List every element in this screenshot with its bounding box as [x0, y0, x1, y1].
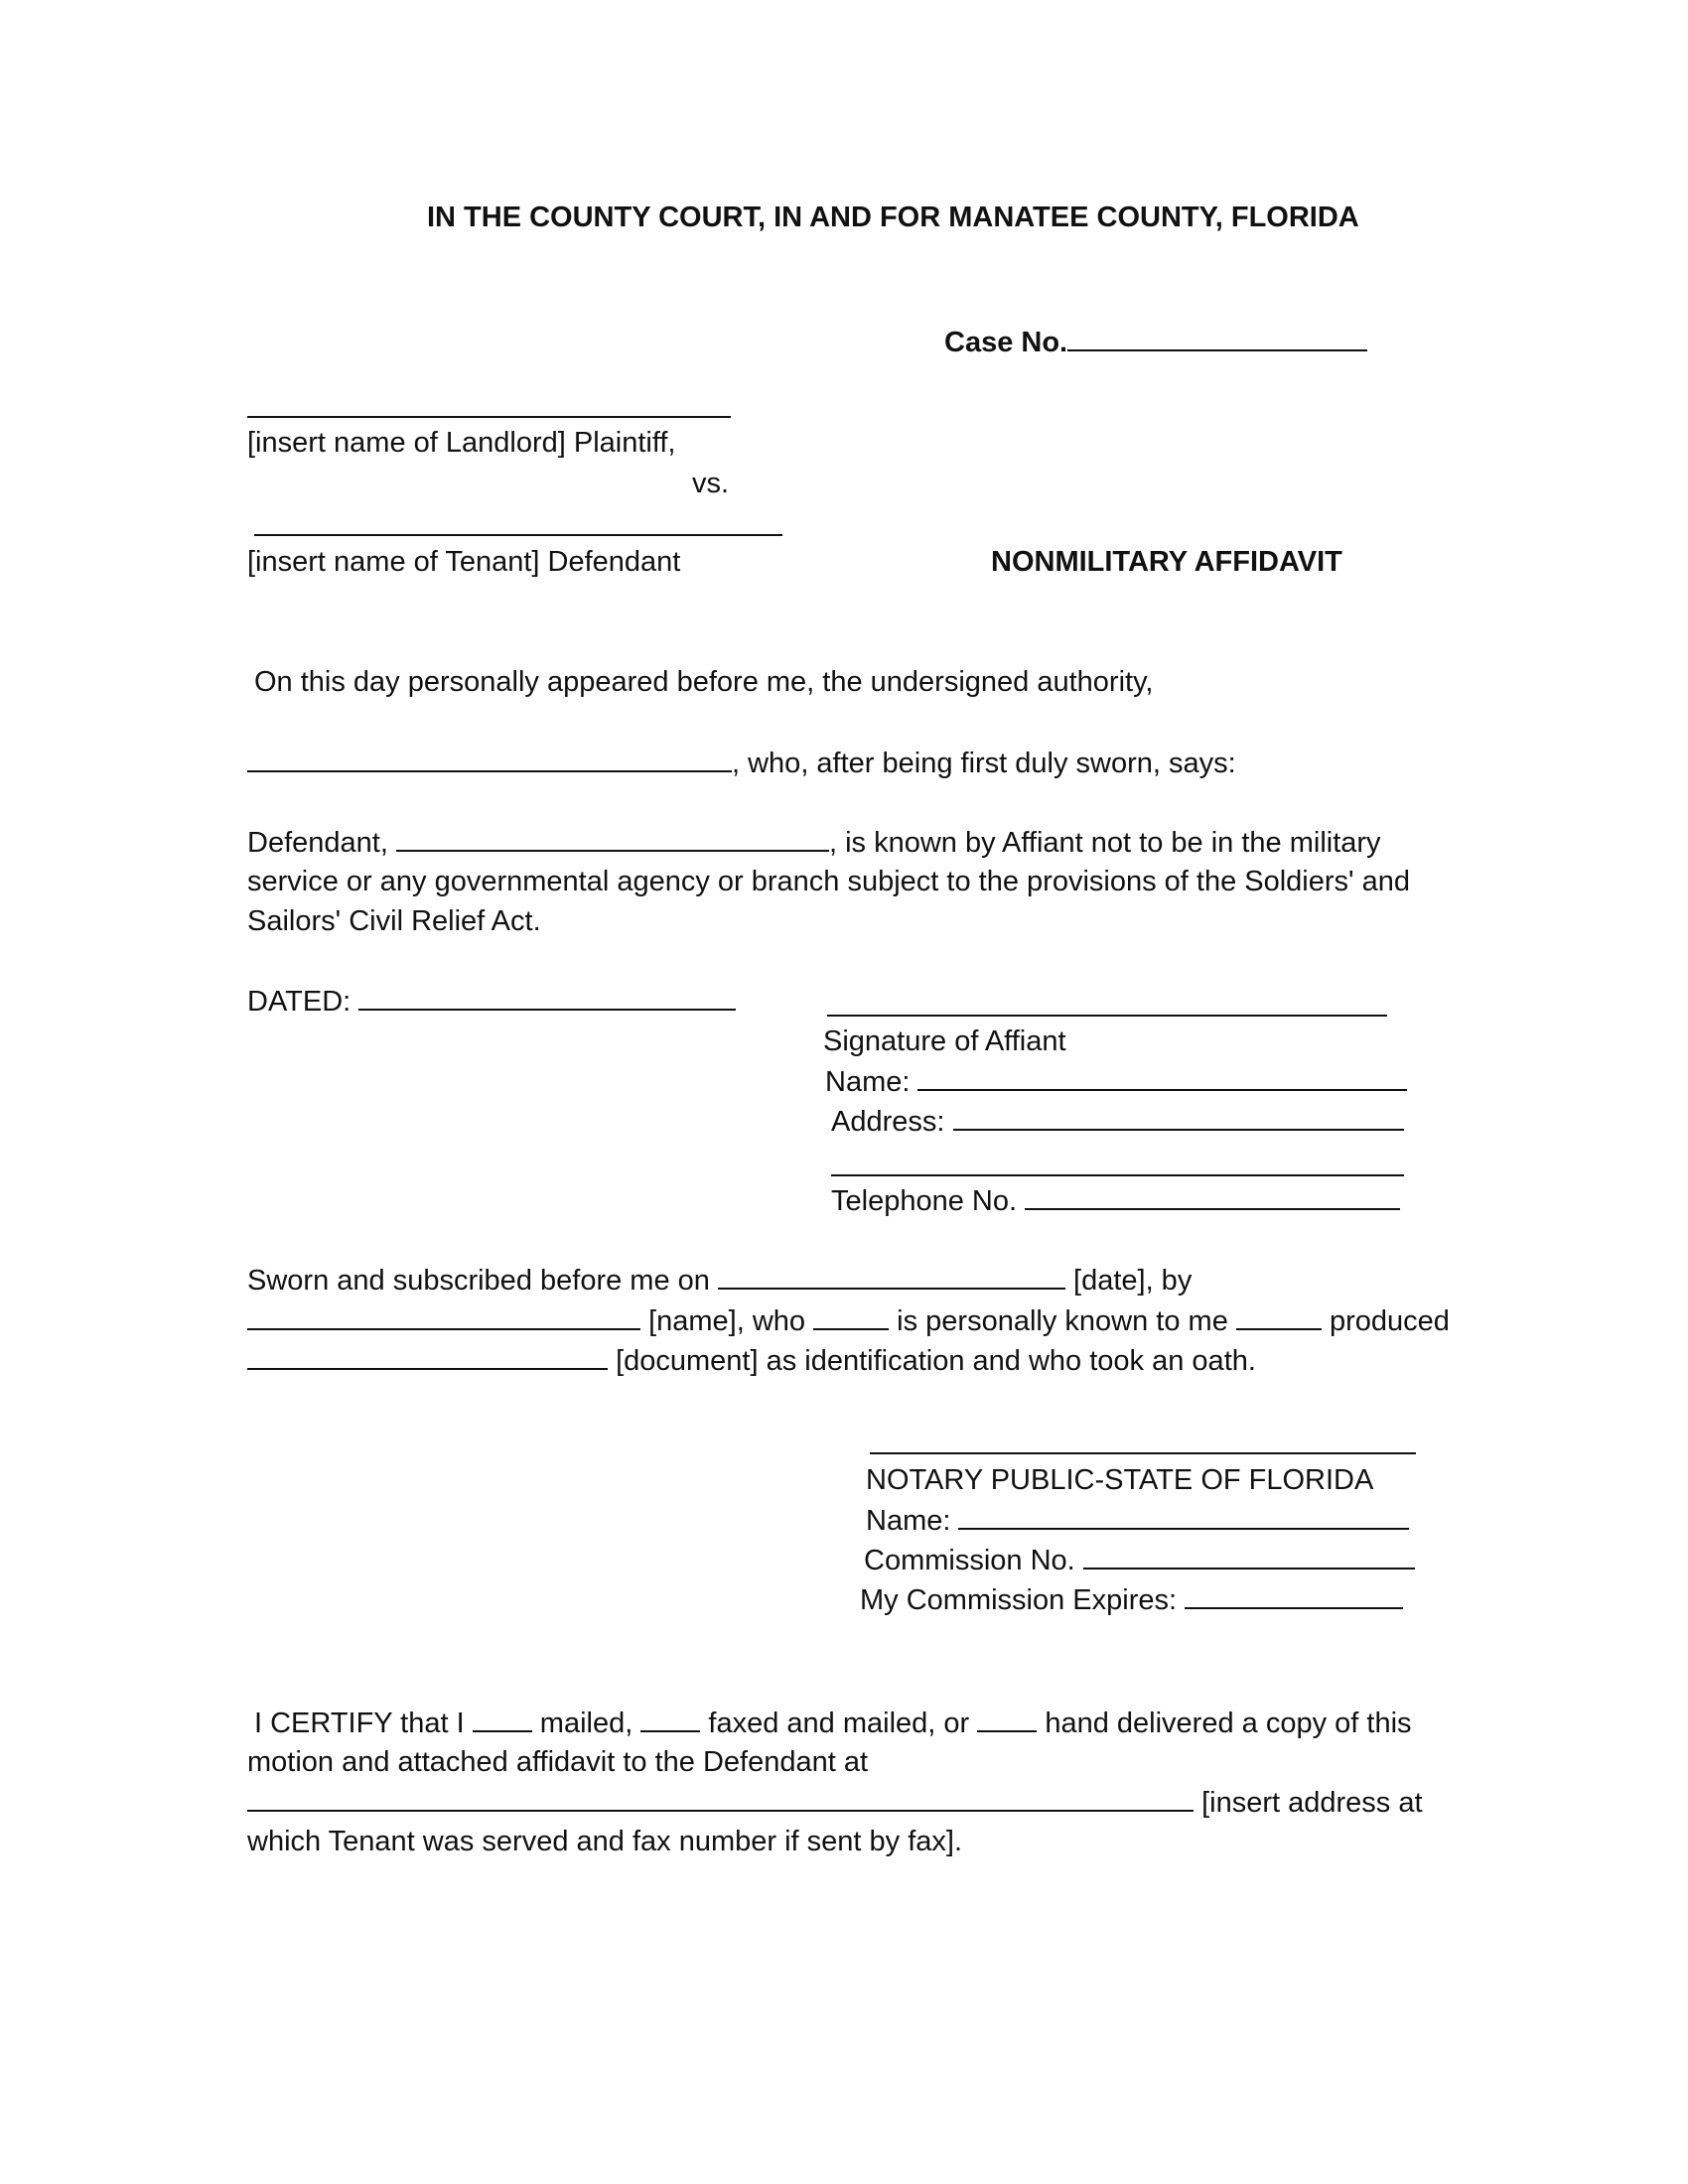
- name-part: [name], who: [648, 1305, 806, 1337]
- defendant-prefix: Defendant,: [247, 827, 388, 859]
- sworn-date-field[interactable]: [718, 1266, 1065, 1290]
- hand-delivered-text: hand delivered a copy of this: [1045, 1707, 1412, 1739]
- affiant-name-field[interactable]: [247, 749, 732, 772]
- affiant-telephone-line: [831, 1186, 1400, 1216]
- appeared-text: On this day personally appeared before me, the undersigned authority,: [254, 666, 1154, 698]
- case-no-label: Case No.: [944, 327, 1068, 358]
- sworn-name-field[interactable]: [247, 1306, 640, 1330]
- notary-name-line: [866, 1506, 1409, 1536]
- mailed-text: mailed,: [539, 1707, 633, 1739]
- dated-label: DATED:: [247, 986, 352, 1018]
- known-part: is personally known to me: [897, 1305, 1228, 1337]
- signature-of-affiant-label: Signature of Affiant: [823, 1025, 1066, 1057]
- case-no-field[interactable]: [1067, 328, 1367, 351]
- notary-name-input[interactable]: [958, 1506, 1409, 1530]
- affiant-name-input[interactable]: [917, 1067, 1407, 1091]
- certificate-line1: [254, 1708, 1412, 1738]
- notary-commission-line: [864, 1546, 1415, 1575]
- certify-prefix: I CERTIFY that I: [254, 1707, 465, 1739]
- affiant-name-label: Name:: [825, 1066, 911, 1098]
- sworn-suffix: , who, after being first duly sworn, says:: [732, 748, 1236, 779]
- defendant-name-field[interactable]: [396, 828, 829, 852]
- plaintiff-name-line[interactable]: [247, 416, 731, 418]
- faxed-check-field[interactable]: [640, 1708, 700, 1732]
- jurat-line1: [247, 1266, 1192, 1296]
- affiant-sworn-line: [247, 749, 1236, 778]
- jurat-line2: [247, 1306, 1450, 1336]
- jurat-line3: [247, 1346, 1256, 1376]
- commission-input[interactable]: [1083, 1546, 1415, 1570]
- defendant-statement-line2: service or any governmental agency or branch subject to the provisions of the Soldiers' and: [247, 866, 1411, 897]
- produced-part: produced: [1329, 1305, 1450, 1337]
- plaintiff-label: [insert name of Landlord] Plaintiff,: [247, 427, 676, 459]
- certificate-line3: [247, 1788, 1423, 1818]
- affiant-address-line: [831, 1107, 1404, 1137]
- court-title: IN THE COUNTY COURT, IN AND FOR MANATEE COUNTY, FLORIDA: [427, 202, 1359, 233]
- affiant-address-line-2[interactable]: [831, 1174, 1404, 1176]
- commission-label: Commission No.: [864, 1545, 1075, 1576]
- notary-signature-line[interactable]: [870, 1452, 1416, 1454]
- defendant-name-line[interactable]: [254, 534, 782, 536]
- date-suffix: [date], by: [1073, 1265, 1193, 1297]
- affiant-signature-line[interactable]: [827, 1015, 1387, 1017]
- document-id-field[interactable]: [247, 1346, 608, 1370]
- produced-check-field[interactable]: [1236, 1306, 1322, 1330]
- hand-delivered-check-field[interactable]: [977, 1708, 1037, 1732]
- address-hint: [insert address at: [1201, 1787, 1423, 1819]
- defendant-label: [insert name of Tenant] Defendant: [247, 546, 681, 578]
- notary-expires-line: [860, 1585, 1403, 1615]
- service-address-field[interactable]: [247, 1788, 1194, 1812]
- affiant-address-label: Address:: [831, 1106, 945, 1138]
- affiant-address-input[interactable]: [953, 1107, 1404, 1131]
- telephone-input[interactable]: [1025, 1186, 1400, 1210]
- notary-name-label: Name:: [866, 1505, 951, 1537]
- telephone-label: Telephone No.: [831, 1185, 1018, 1217]
- certificate-line4: which Tenant was served and fax number if sent by fax].: [247, 1826, 963, 1857]
- notary-title: NOTARY PUBLIC-STATE OF FLORIDA: [866, 1464, 1374, 1496]
- sworn-prefix: Sworn and subscribed before me on: [247, 1265, 710, 1297]
- document-title: NONMILITARY AFFIDAVIT: [991, 546, 1342, 578]
- versus-text: vs.: [692, 468, 730, 499]
- faxed-text: faxed and mailed, or: [708, 1707, 970, 1739]
- dated-field[interactable]: [358, 987, 736, 1011]
- mailed-check-field[interactable]: [473, 1708, 532, 1732]
- affiant-name-line: [825, 1067, 1407, 1097]
- defendant-statement-line3: Sailors' Civil Relief Act.: [247, 905, 541, 937]
- defendant-statement-line1: [247, 828, 1381, 858]
- known-check-field[interactable]: [813, 1306, 889, 1330]
- case-number: [944, 328, 1367, 357]
- expires-label: My Commission Expires:: [860, 1584, 1178, 1616]
- defendant-suffix: , is known by Affiant not to be in the military: [828, 827, 1381, 859]
- expires-input[interactable]: [1185, 1585, 1403, 1609]
- certificate-line2: motion and attached affidavit to the Defendant at: [247, 1746, 869, 1778]
- dated-line: [247, 987, 736, 1017]
- document-part: [document] as identification and who took an oath.: [616, 1345, 1256, 1377]
